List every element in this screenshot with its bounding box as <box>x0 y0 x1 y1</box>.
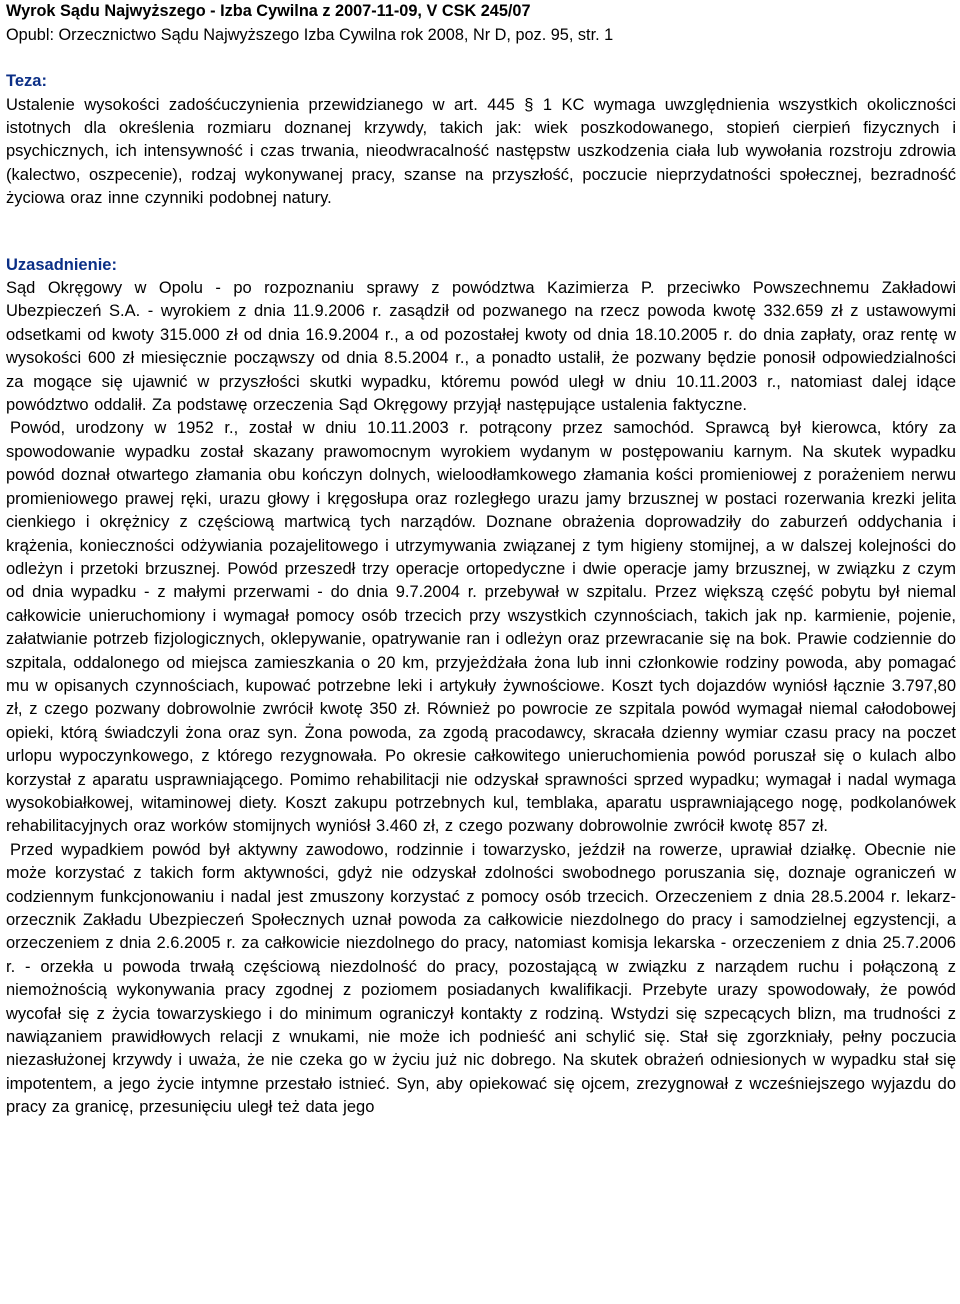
uzasadnienie-paragraph: Powód, urodzony w 1952 r., został w dniu 10.11.2003 r. potrącony przez samochód. Sprawcą był kierowca, który za spowodowanie wypadku został skazany prawomocnym wyrokiem wydanym w postępowaniu karnym. Na skutek wypadku powód doznał otwartego złamania obu kończyn dolnych, wieloodłamkowego złamania kości promieniowej z porażeniem nerwu promieniowego prawej ręki, urazu głowy i kręgosłupa oraz rozległego urazu jamy brzusznej w postaci rozerwania krezki jelita cienkiego i okrężnicy z częściową martwicą tych narządów. Doznane obrażenia doprowadziły do zaburzeń oddychania i krążenia, konieczności odżywiania pozajelitowego i utrzymywania związanej z tym higieny stomijnej, a w dalszej kolejności do odleżyn i przetoki brzusznej. Powód przeszedł trzy operacje ortopedyczne i dwie operacje jamy brzusznej, w związku z czym od dnia wypadku - z małymi przerwami - do dnia 9.7.2004 r. przebywał w szpitalu. Przez większą część pobytu był niemal całkowicie unieruchomiony i wymagał pomocy osób trzecich przy wszystkich czynnościach, takich jak np. karmienie, pojenie, załatwianie potrzeb fizjologicznych, oklepywanie, opatrywanie ran i odleżyn oraz przewracanie się na bok. Prawie codziennie do szpitala, oddalonego od miejsca zamieszkania o 20 km, przyjeżdżała żona lub inni członkowie rodziny powoda, aby pomagać mu w opisanych czynnościach, kupować potrzebne leki i artykuły żywnościowe. Koszt tych dojazdów wyniósł łącznie 3.797,80 zł, z czego pozwany dobrowolnie zwrócił kwotę 350 zł. Również po powrocie ze szpitala powód wymagał niemal całodobowej opieki, którą świadczyli żona oraz syn. Żona powoda, za zgodą pracodawcy, skracała dzienny wymiar czasu pracy na poczet urlopu wypoczynkowego, z którego rezygnowała. Po okresie całkowitego unieruchomienia powód poruszał się o kulach albo korzystał z aparatu usprawniającego. Pomimo rehabilitacji nie odzyskał sprawności sprzed wypadku; wymagał i nadal wymaga wysokobiałkowej, witaminowej diety. Koszt zakupu potrzebnych kul, temblaka, aparatu usprawniającego nogę, podkolanówek rehabilitacyjnych oraz worków stomijnych wyniósł 3.460 zł, z czego pozwany dobrowolnie zwrócił kwotę 857 zł. <box>6 419 956 836</box>
teza-heading: Teza: <box>6 72 47 90</box>
uzasadnienie-paragraph: Sąd Okręgowy w Opolu - po rozpoznaniu sprawy z powództwa Kazimierza P. przeciwko Powszechnemu Zakładowi Ubezpieczeń S.A. - wyrokiem z dnia 11.9.2006 r. zasądził od pozwanego na rzecz powoda kwotę 332.659 zł z ustawowymi odsetkami od kwoty 315.000 zł od dnia 16.9.2004 r., a od pozostałej kwoty od dnia 18.10.2005 r. do dnia zapłaty, oraz rentę w wysokości 600 zł miesięcznie począwszy od dnia 8.5.2004 r., a ponadto ustalił, że pozwany będzie ponosił odpowiedzialności za mogące się ujawnić w przyszłości skutki wypadku, któremu powód uległ w dniu 10.11.2003 r., natomiast dalej idące powództwo oddalił. Za podstawę orzeczenia Sąd Okręgowy przyjął następujące ustalenia faktyczne. <box>6 279 956 415</box>
uzasadnienie-heading: Uzasadnienie: <box>6 255 117 274</box>
uzasadnienie-paragraph: Przed wypadkiem powód był aktywny zawodowo, rodzinnie i towarzysko, jeździł na rowerze, uprawiał działkę. Obecnie nie może korzystać z takich form aktywności, gdyż nie odzyskał zdolności swobodnego poruszania się, doznaje ograniczeń w codziennym funkcjonowaniu i nadal jest zmuszony korzystać z pomocy osób trzecich. Orzeczeniem z dnia 28.5.2004 r. lekarz-orzecznik Zakładu Ubezpieczeń Społecznych uznał powoda za całkowicie niezdolnego do pracy i samodzielnej egzystencji, a orzeczeniem z dnia 2.6.2005 r. za całkowicie niezdolnego do pracy, natomiast komisja lekarska - orzeczeniem z dnia 25.7.2006 r. - orzekła u powoda trwałą częściową niezdolność do pracy, pozostającą w związku z narządem ruchu i połączoną z niemożnością wykonywania pracy zgodnej z poziomem posiadanych kwalifikacji. Przebyte urazy spowodowały, że powód wycofał się z życia towarzyskiego i do minimum ograniczył kontakty z rodziną. Wstydzi się szpecących blizn, ma trudności z nawiązaniem prawidłowych relacji z wnukami, nie może ich podnieść ani schylić się. Stał się zgorzkniały, pełny poczucia niezasłużonej krzywdy i uważa, że nie czeka go w życiu już nic dobrego. Na skutek obrażeń odniesionych w wypadku stał się impotentem, a jego życie intymne przestało istnieć. Syn, aby opiekować się ojcem, zrezygnował z wcześniejszego wyjazdu do pracy za granicę, przesunięciu uległ też data jego <box>6 840 956 1117</box>
judgment-title: Wyrok Sądu Najwyższego - Izba Cywilna z 2007-11-09, V CSK 245/07 <box>6 2 531 20</box>
teza-text: Ustalenie wysokości zadośćuczynienia przewidzianego w art. 445 § 1 KC wymaga uwzględnienia wszystkich okoliczności istotnych dla określenia rozmiaru doznanej krzywdy, takich jak: wiek poszkodowanego, stopień cierpień fizycznych i psychicznych, ich intensywność i czas trwania, nieodwracalność następstw uszkodzenia ciała lub wywołania rozstroju zdrowia (kalectwo, oszpecenie), rodzaj wykonywanej pracy, szanse na przyszłość, poczucie nieprzydatności społecznej, bezradność życiowa oraz inne czynniki podobnej natury. <box>6 95 956 208</box>
publication-reference: Opubl: Orzecznictwo Sądu Najwyższego Izba Cywilna rok 2008, Nr D, poz. 95, str. 1 <box>6 25 614 44</box>
document-page <box>6 0 956 1120</box>
